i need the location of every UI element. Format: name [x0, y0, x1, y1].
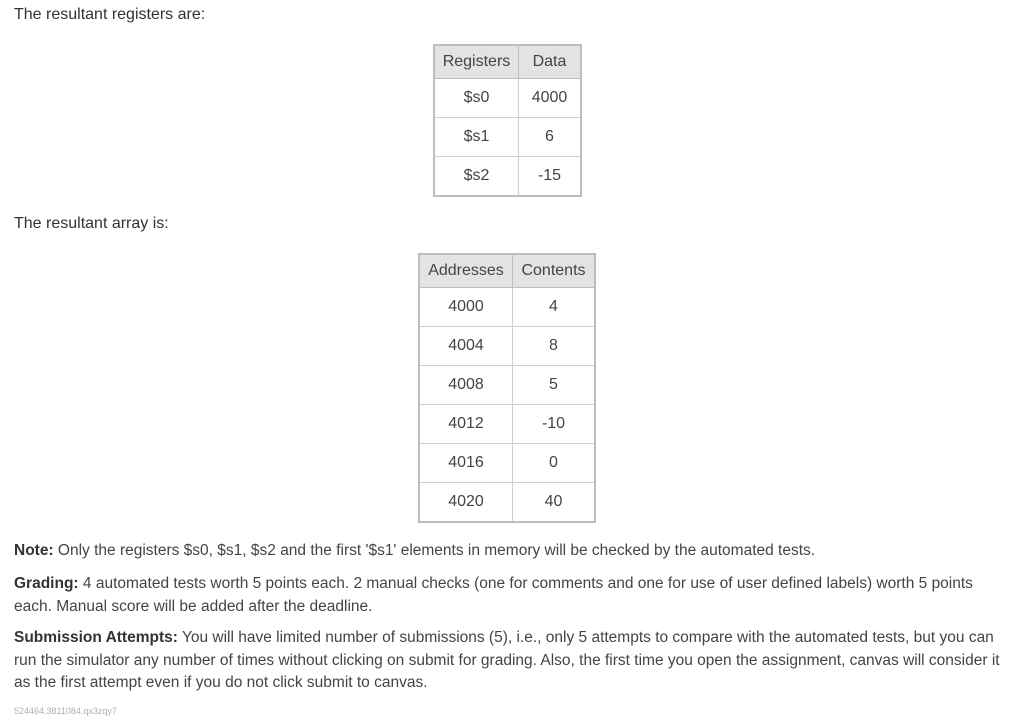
memory-address: 4012: [419, 405, 513, 444]
memory-content: 0: [513, 444, 596, 483]
memory-address: 4004: [419, 327, 513, 366]
table-row: [434, 118, 581, 157]
memory-address: 4000: [419, 288, 513, 327]
note-paragraph: [14, 540, 1004, 563]
register-name: $s0: [434, 79, 519, 118]
submission-text: You will have limited number of submissions (5), i.e., only 5 attempts to compare with the automated tests, but you can run the simulator any number of times without clicking on submit for grading. Also, the first time you open the assignment, canvas will consider it as the first attempt even if you do not click submit to canvas.: [14, 629, 1000, 691]
note-label: Note:: [14, 542, 54, 559]
grading-paragraph: [14, 573, 1004, 618]
register-value: 4000: [519, 79, 582, 118]
column-header-data: Data: [519, 45, 582, 79]
grading-text: 4 automated tests worth 5 points each. 2 manual checks (one for comments and one for use of user defined labels) worth 5 points each. Manual score will be added after the deadline.: [14, 575, 973, 615]
submission-label: Submission Attempts:: [14, 629, 178, 646]
table-header-row: [419, 254, 595, 288]
submission-paragraph: [14, 627, 1004, 695]
memory-content: 8: [513, 327, 596, 366]
array-table: [418, 253, 596, 523]
array-intro: The resultant array is:: [14, 215, 169, 232]
memory-address: 4020: [419, 483, 513, 523]
register-value: 6: [519, 118, 582, 157]
table-row: [419, 444, 595, 483]
grading-label: Grading:: [14, 575, 79, 592]
registers-table: [433, 44, 582, 197]
memory-address: 4008: [419, 366, 513, 405]
column-header-registers: Registers: [434, 45, 519, 79]
memory-content: -10: [513, 405, 596, 444]
table-row: [419, 366, 595, 405]
register-value: -15: [519, 157, 582, 197]
memory-address: 4016: [419, 444, 513, 483]
table-row: [419, 405, 595, 444]
memory-content: 5: [513, 366, 596, 405]
table-row: [419, 288, 595, 327]
column-header-contents: Contents: [513, 254, 596, 288]
table-header-row: [434, 45, 581, 79]
register-name: $s1: [434, 118, 519, 157]
table-row: [419, 327, 595, 366]
table-row: [434, 157, 581, 197]
table-row: [419, 483, 595, 523]
note-text: Only the registers $s0, $s1, $s2 and the first '$s1' elements in memory will be checked by the automated tests.: [53, 542, 816, 559]
footer-identifier: 524464.3811084.qx3zqy7: [14, 706, 117, 716]
memory-content: 40: [513, 483, 596, 523]
registers-intro: The resultant registers are:: [14, 6, 206, 23]
column-header-addresses: Addresses: [419, 254, 513, 288]
memory-content: 4: [513, 288, 596, 327]
table-row: [434, 79, 581, 118]
register-name: $s2: [434, 157, 519, 197]
